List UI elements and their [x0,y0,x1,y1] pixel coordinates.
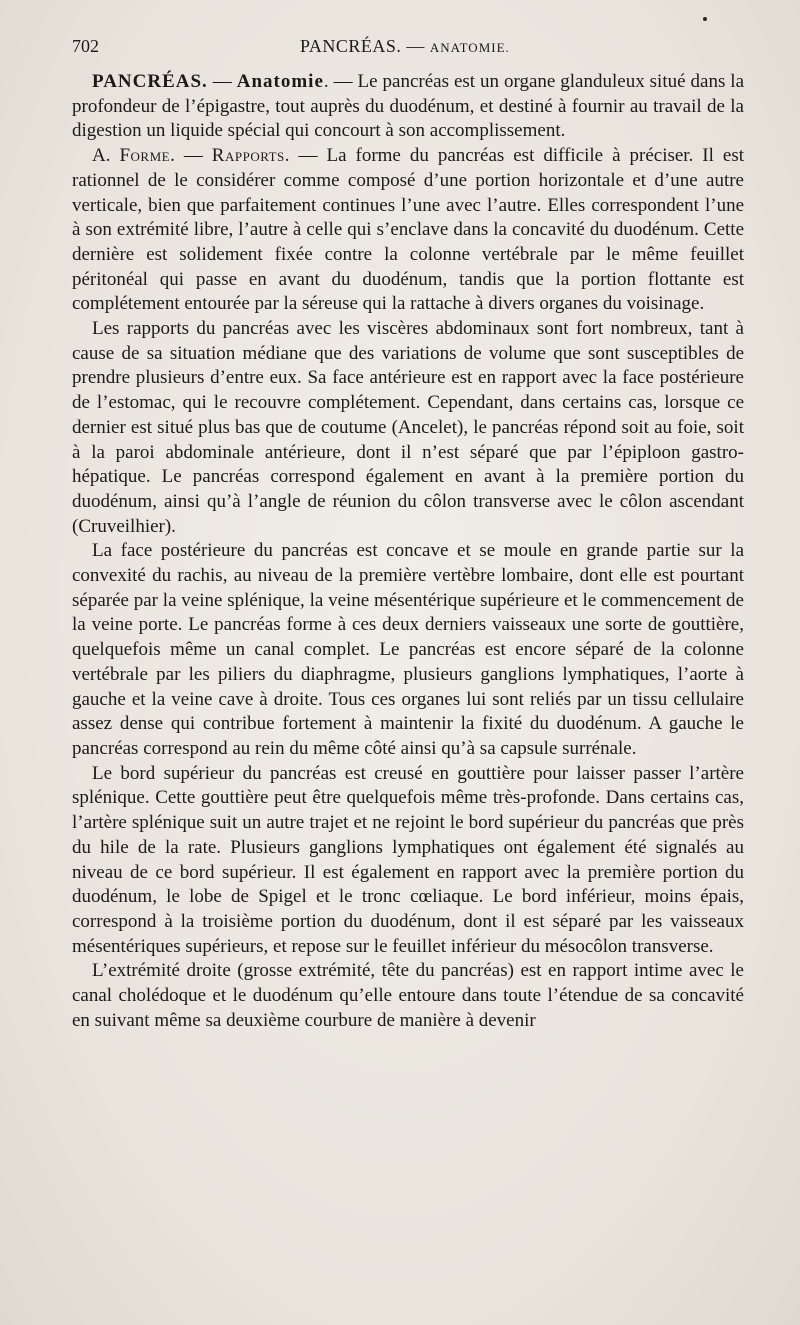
page-number: 702 [72,36,99,56]
paragraph-face-posterieure: La face postérieure du pancréas est concave et se moule en grande partie sur la convexité du rachis, au niveau de la première vertèbre lombaire, dont elle est pourtant séparée par la veine splénique, la veine mésentérique supérieure et le commencement de la veine porte. Le pancréas forme à ces deux derniers vaisseaux une sorte de gouttière, quelquefois même un canal complet. Le pancréas est encore séparé de la colonne vertébrale par les piliers du diaphragme, plusieurs ganglions lymphatiques, l’aorte à gauche et la veine cave à droite. Tous ces organes lui sont reliés par un tissu cellulaire assez dense qui contribue fortement à maintenir la fixité du duodénum. A gauche le pancréas correspond au rein du même côté ainsi qu’à sa capsule surrénale. [72,540,744,759]
subsection-separator: . — [170,145,212,167]
paragraph-extremite-droite: L’extrémité droite (grosse extrémité, tête du pancréas) est en rapport intime avec le canal cholédoque et le duodénum qu’elle entoure dans toute l’étendue de sa concavité en suivant même sa deuxième courbure de manière à devenir [72,960,744,1031]
subsection-forme: Forme [119,145,171,167]
paragraph-intro: PANCRÉAS. — Anatomie. — Le pancréas est un organe glanduleux situé dans la profondeur de l’épigastre, tout auprès du duodénum, et destiné à fournir au travail de la digestion un liquide spécial qui concourt à son accomplissement. [72,71,745,142]
paragraph-forme-rapports [72,144,744,317]
page-header [72,36,742,60]
paragraph-rapports-visceres: Les rapports du pancréas avec les viscères abdominaux sont fort nombreux, tant à cause de sa situation médiane que des variations de volume que sont susceptibles de prendre plusieurs d’entre eux. Sa face antérieure est en rapport avec la face postérieure de l’estomac, qui le recouvre complétement. Cependant, dans certains cas, lorsque ce dernier est situé plus bas que de coutume (Ancelet), le pancréas répond soit au foie, soit à la paroi abdominale antérieure, dont il n’est séparé que par l’épiploon gastro-hépatique. Le pancréas correspond également en avant à la première portion du duodénum, ainsi qu’à l’angle de réunion du côlon transverse avec le côlon ascendant (Cruveilhier). [72,318,744,537]
paragraph-forme-text: . — La forme du pancréas est difficile à préciser. Il est rationnel de le considérer comme composé d’une portion horizontale et d’une autre verticale, bien que parfaitement continues l’une avec l’autre. Elles correspondent l’une à son extrémité libre, l’autre à celle qui s’enclave dans la concavité du duodénum. Cette dernière est solidement fixée contre la colonne vertébrale par le même feuillet péritonéal qui passe en avant du duodénum, tandis que la portion flottante est complétement entourée par la séreuse qui la rattache à divers organes du voisinage. [72,145,744,315]
running-head-main: PANCRÉAS. [300,36,402,56]
section-title: PANCRÉAS. [92,71,208,92]
paragraph-bord-superieur: Le bord supérieur du pancréas est creusé en gouttière pour laisser passer l’artère splénique. Cette gouttière peut être quelquefois même très-profonde. Dans certains cas, l’artère splénique suit un autre trajet et ne rejoint le bord supérieur du pancréas que près du hile de la rate. Plusieurs ganglions lymphatiques ont également été signalés au niveau de ce bord supérieur. Il est également en rapport avec la première portion du duodénum, le lobe de Spigel et le tronc cœliaque. Le bord inférieur, moins épais, correspond à la troisième portion du duodénum, dont il est séparé par les vaisseaux mésentériques supérieurs, et repose sur le feuillet inférieur du mésocôlon transverse. [72,762,744,957]
section-subtitle: Anatomie [236,71,324,92]
paragraph-intro-text: . — Le pancréas est un organe glanduleux situé dans la profondeur de l’épigastre, tout auprès du duodénum, et destiné à fournir au travail de la digestion un liquide spécial qui concourt à son accomplissement. [72,71,745,142]
running-head-sub: ANATOMIE. [429,40,510,55]
ink-speck [703,17,707,21]
subsection-letter: A. [92,145,120,167]
running-head-dash: — [401,36,430,56]
article-body [72,70,744,1033]
running-head [300,36,510,57]
subsection-rapports: Rapports [211,145,285,167]
